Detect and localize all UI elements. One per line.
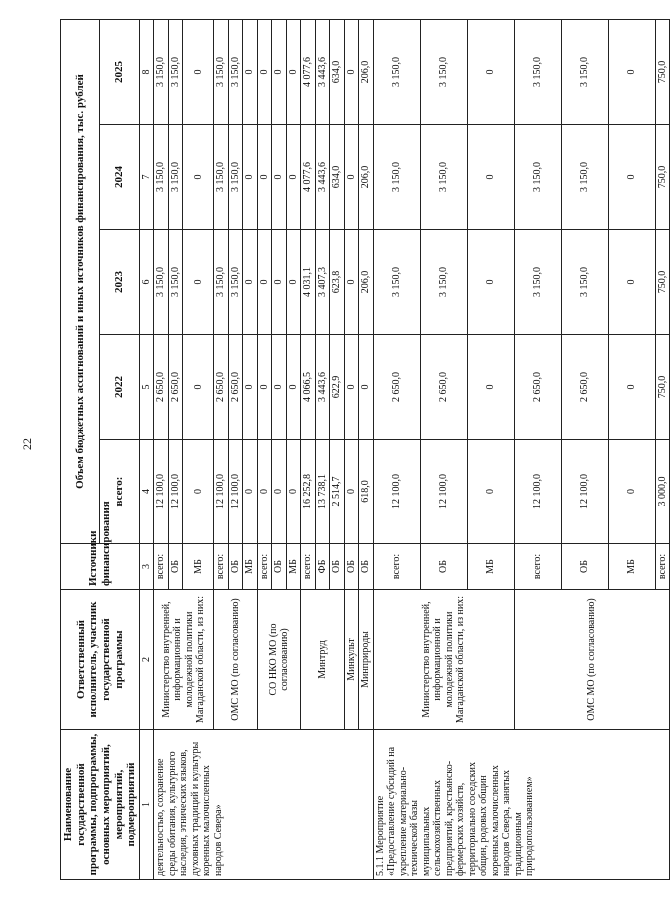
value-cell: 0 (344, 125, 359, 230)
value-cell: 0 (286, 125, 301, 230)
source-cell: всего: (373, 544, 420, 590)
measure-name-cell: 5.1.1 Мероприятие «Предоставление субсидий на укрепление материально-технической базы муниципальных сельскохозяйственных предприятий, крестьянско-фермерских хозяйств, территориально соседских общин, родовых общин коренных малочисленных народов Севера, занятых традиционным природопользованием» (373, 730, 670, 880)
value-cell: 2 650,0 (514, 335, 561, 440)
value-cell: 3 150,0 (420, 19, 467, 124)
value-cell: 634,0 (330, 125, 345, 230)
source-cell: всего: (214, 544, 229, 590)
col-number: 4 (139, 440, 154, 544)
value-cell: 12 100,0 (214, 440, 229, 544)
source-cell: МБ (608, 544, 655, 590)
value-cell: 0 (243, 230, 258, 335)
col-number: 1 (139, 730, 154, 880)
value-cell: 2 650,0 (561, 335, 608, 440)
value-cell: 12 100,0 (420, 440, 467, 544)
value-cell: 0 (359, 335, 374, 440)
value-cell: 3 150,0 (373, 19, 420, 124)
value-cell: 0 (467, 19, 514, 124)
value-cell: 750,0 (655, 335, 670, 440)
value-cell: 2 514,7 (330, 440, 345, 544)
value-cell: 3 150,0 (168, 125, 183, 230)
value-cell: 12 100,0 (514, 440, 561, 544)
source-cell: всего: (301, 544, 316, 590)
value-cell: 0 (272, 125, 287, 230)
value-cell: 3 150,0 (214, 125, 229, 230)
value-cell: 3 150,0 (214, 230, 229, 335)
value-cell: 12 100,0 (373, 440, 420, 544)
value-cell: 4 077,6 (301, 125, 316, 230)
value-cell: 3 407,3 (315, 230, 330, 335)
value-cell: 13 738,1 (315, 440, 330, 544)
value-cell: 0 (286, 440, 301, 544)
value-cell: 623,8 (330, 230, 345, 335)
value-cell: 3 150,0 (214, 19, 229, 124)
executor-cell: Минприроды (359, 590, 374, 730)
value-cell: 12 100,0 (228, 440, 243, 544)
value-cell: 0 (608, 440, 655, 544)
header-executor: Ответственный исполнитель, участник государственной программы (61, 590, 140, 730)
value-cell: 0 (243, 19, 258, 124)
value-cell: 3 150,0 (168, 19, 183, 124)
value-cell: 0 (272, 230, 287, 335)
value-cell: 3 150,0 (228, 125, 243, 230)
source-cell: ОБ (168, 544, 183, 590)
value-cell: 0 (183, 335, 214, 440)
value-cell: 0 (257, 335, 272, 440)
header-source: Источники финансирования (61, 544, 140, 590)
value-cell: 3 150,0 (514, 230, 561, 335)
header-year-2024: 2024 (100, 125, 139, 230)
source-cell: ОБ (330, 544, 345, 590)
value-cell: 3 150,0 (420, 230, 467, 335)
value-cell: 3 150,0 (514, 19, 561, 124)
value-cell: 4 031,1 (301, 230, 316, 335)
value-cell: 3 150,0 (228, 19, 243, 124)
value-cell: 206,0 (359, 19, 374, 124)
value-cell: 0 (257, 125, 272, 230)
table-row (154, 19, 169, 879)
value-cell: 0 (257, 19, 272, 124)
value-cell: 0 (183, 440, 214, 544)
executor-cell: Министерство внутренней, информационной и молодежной политики Магаданской области, из них: (154, 590, 214, 730)
source-cell: МБ (467, 544, 514, 590)
value-cell: 2 650,0 (373, 335, 420, 440)
value-cell: 3 150,0 (514, 125, 561, 230)
value-cell: 0 (608, 125, 655, 230)
value-cell: 3 150,0 (228, 230, 243, 335)
executor-cell: СО НКО МО (по согласованию) (257, 590, 301, 730)
value-cell: 3 443,6 (315, 125, 330, 230)
program-name-cell: деятельностью, сохранение среды обитания, культурного наследия, этнических языков, духовных традиций и культуры коренных малочисленных народов Севера» (154, 730, 374, 880)
value-cell: 4 077,6 (301, 19, 316, 124)
value-cell: 0 (257, 230, 272, 335)
value-cell: 0 (467, 440, 514, 544)
value-cell: 0 (286, 335, 301, 440)
value-cell: 206,0 (359, 230, 374, 335)
value-cell: 3 150,0 (168, 230, 183, 335)
executor-cell: Минкульт (344, 590, 359, 730)
value-cell: 12 100,0 (561, 440, 608, 544)
value-cell: 634,0 (330, 19, 345, 124)
value-cell: 3 150,0 (154, 125, 169, 230)
header-year-2023: 2023 (100, 230, 139, 335)
value-cell: 0 (467, 335, 514, 440)
col-number: 2 (139, 590, 154, 730)
source-cell: ОБ (228, 544, 243, 590)
value-cell: 2 650,0 (214, 335, 229, 440)
value-cell: 622,9 (330, 335, 345, 440)
source-cell: всего: (257, 544, 272, 590)
source-cell: ФБ (315, 544, 330, 590)
value-cell: 3 150,0 (561, 230, 608, 335)
value-cell: 2 650,0 (228, 335, 243, 440)
source-cell: всего: (154, 544, 169, 590)
header-year-2022: 2022 (100, 335, 139, 440)
value-cell: 0 (272, 440, 287, 544)
col-number: 5 (139, 335, 154, 440)
value-cell: 0 (344, 440, 359, 544)
source-cell: ОБ (561, 544, 608, 590)
value-cell: 0 (243, 335, 258, 440)
value-cell: 618,0 (359, 440, 374, 544)
value-cell: 3 443,6 (315, 19, 330, 124)
header-volume: Объем бюджетных ассигнований и иных источников финансирования, тыс. рублей (61, 19, 100, 543)
value-cell: 0 (286, 230, 301, 335)
executor-cell: ОМС МО (по согласованию) (514, 590, 670, 730)
col-number: 3 (139, 544, 154, 590)
value-cell: 0 (183, 230, 214, 335)
source-cell: всего: (655, 544, 670, 590)
value-cell: 3 150,0 (561, 125, 608, 230)
column-numbers-row (139, 19, 154, 879)
executor-cell: ОМС МО (по согласованию) (214, 590, 258, 730)
value-cell: 0 (183, 19, 214, 124)
source-cell: ОБ (272, 544, 287, 590)
header-name: Наименование государственной программы, подпрограммы, основных мероприятий, мероприятий, подмероприятий (61, 730, 140, 880)
executor-cell: Министерство внутренней, информационной и молодежной политики Магаданской области, из них: (373, 590, 514, 730)
value-cell: 12 100,0 (168, 440, 183, 544)
value-cell: 4 066,5 (301, 335, 316, 440)
value-cell: 2 650,0 (154, 335, 169, 440)
value-cell: 3 150,0 (154, 230, 169, 335)
value-cell: 0 (272, 335, 287, 440)
source-cell: МБ (286, 544, 301, 590)
source-cell: ОБ (344, 544, 359, 590)
value-cell: 3 150,0 (561, 19, 608, 124)
value-cell: 3 150,0 (373, 125, 420, 230)
financing-table (60, 19, 670, 880)
value-cell: 0 (286, 19, 301, 124)
value-cell: 0 (243, 440, 258, 544)
value-cell: 0 (344, 335, 359, 440)
value-cell: 2 650,0 (420, 335, 467, 440)
source-cell: ОБ (359, 544, 374, 590)
source-cell: всего: (514, 544, 561, 590)
value-cell: 3 150,0 (373, 230, 420, 335)
value-cell: 0 (257, 440, 272, 544)
value-cell: 16 252,8 (301, 440, 316, 544)
value-cell: 0 (608, 230, 655, 335)
rotated-table-container (60, 20, 668, 880)
value-cell: 0 (344, 19, 359, 124)
header-total: всего: (100, 440, 139, 544)
header-year-2025: 2025 (100, 19, 139, 124)
value-cell: 0 (467, 125, 514, 230)
source-cell: МБ (183, 544, 214, 590)
value-cell: 2 650,0 (168, 335, 183, 440)
value-cell: 3 150,0 (420, 125, 467, 230)
value-cell: 206,0 (359, 125, 374, 230)
col-number: 6 (139, 230, 154, 335)
value-cell: 3 443,6 (315, 335, 330, 440)
page-number: 22 (20, 438, 34, 450)
value-cell: 750,0 (655, 125, 670, 230)
value-cell: 0 (608, 335, 655, 440)
value-cell: 0 (344, 230, 359, 335)
source-cell: ОБ (420, 544, 467, 590)
value-cell: 0 (183, 125, 214, 230)
value-cell: 0 (608, 19, 655, 124)
value-cell: 0 (243, 125, 258, 230)
value-cell: 3 000,0 (655, 440, 670, 544)
value-cell: 750,0 (655, 230, 670, 335)
value-cell: 750,0 (655, 19, 670, 124)
source-cell: МБ (243, 544, 258, 590)
value-cell: 0 (272, 19, 287, 124)
executor-cell: Минтруд (301, 590, 345, 730)
col-number: 7 (139, 125, 154, 230)
table-row (373, 19, 420, 879)
value-cell: 12 100,0 (154, 440, 169, 544)
col-number: 8 (139, 19, 154, 124)
value-cell: 3 150,0 (154, 19, 169, 124)
value-cell: 0 (467, 230, 514, 335)
